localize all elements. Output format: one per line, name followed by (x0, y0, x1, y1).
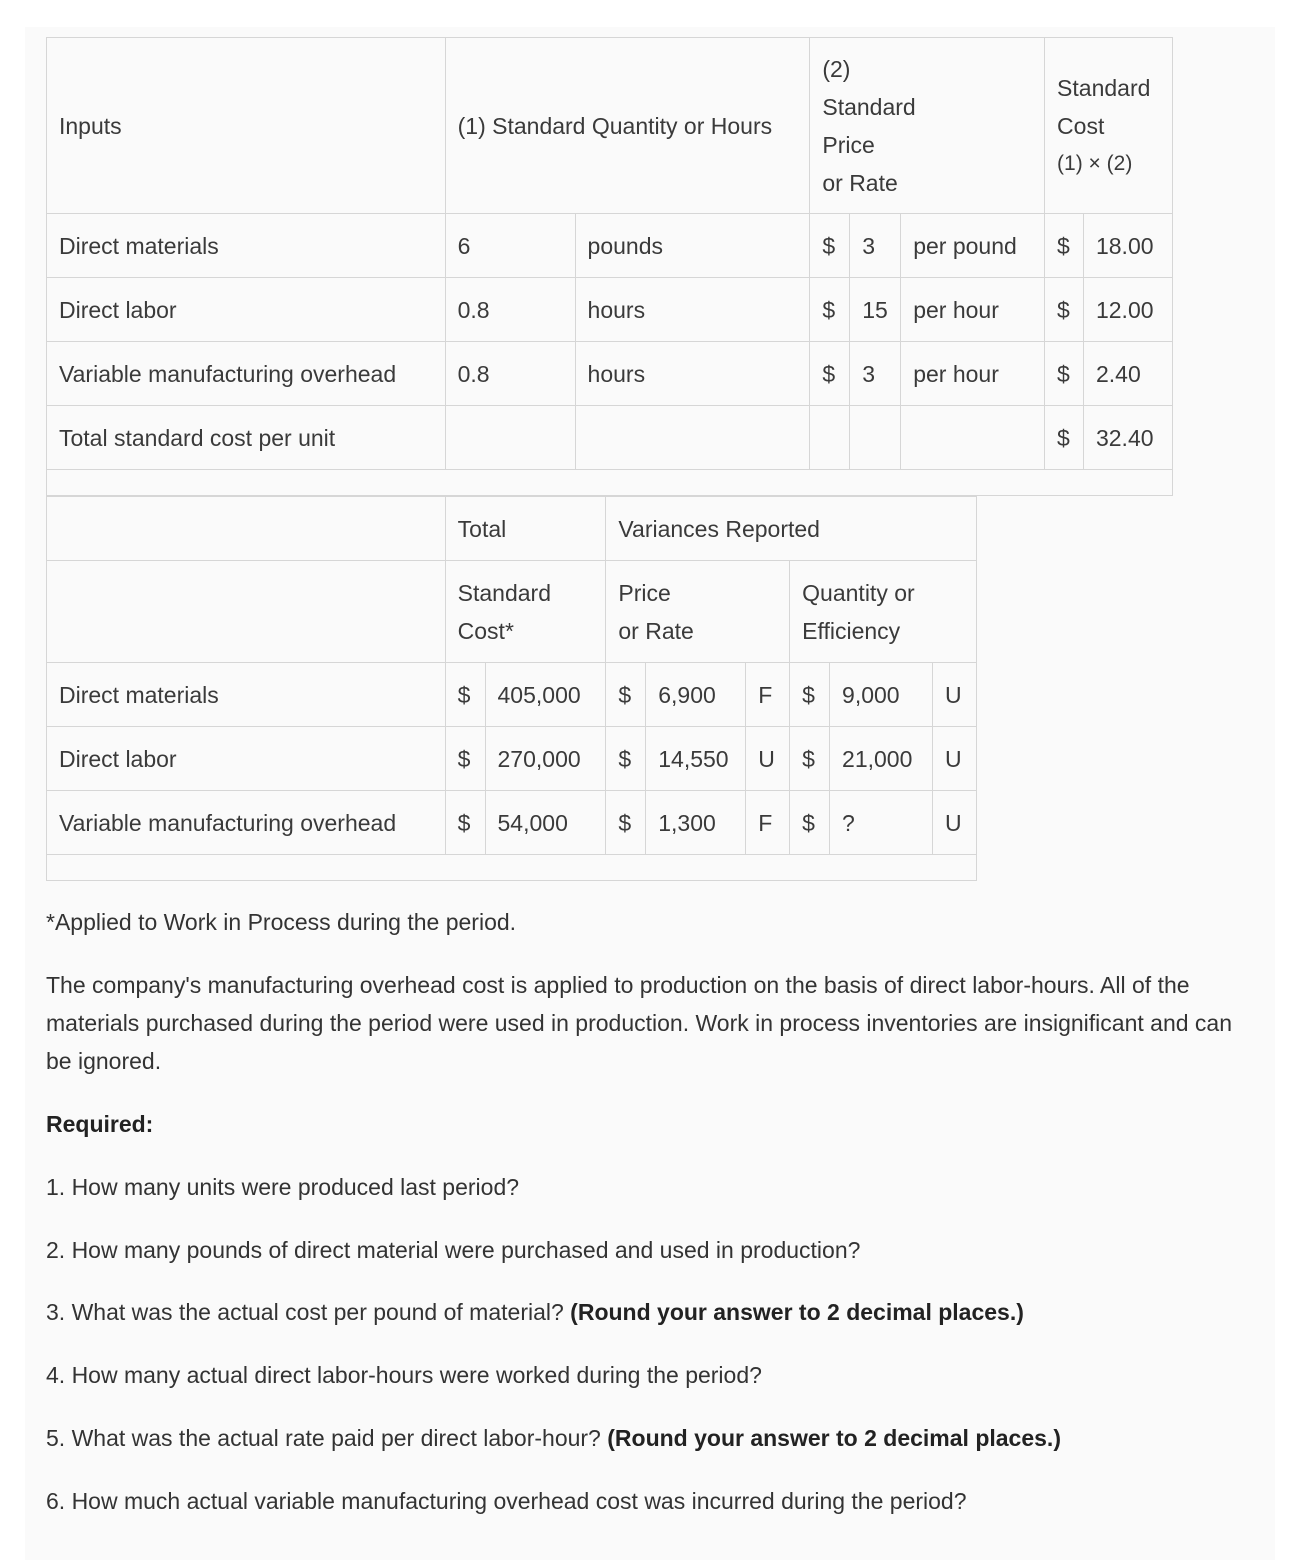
price-variance-cell: 1,300 (646, 791, 746, 855)
currency-cell: $ (790, 791, 830, 855)
document-page (25, 27, 1275, 1560)
row-label: Direct labor (47, 278, 446, 342)
variance-flag: U (932, 791, 976, 855)
currency-cell: $ (606, 791, 646, 855)
currency-cell: $ (790, 663, 830, 727)
footnote: *Applied to Work in Process during the period. (46, 909, 517, 935)
row-label: Direct labor (47, 727, 446, 791)
question-6: 6. How much actual variable manufacturing overhead cost was incurred during the period? (46, 1488, 967, 1514)
per-unit-cell: per hour (901, 342, 1045, 406)
inputs-header: Inputs (47, 38, 446, 214)
table-row (47, 791, 977, 855)
currency-cell: $ (810, 214, 850, 278)
currency-cell: $ (790, 727, 830, 791)
table-row (47, 342, 1173, 406)
currency-cell: $ (445, 791, 485, 855)
quantity-variance-cell: ? (830, 791, 933, 855)
standard-cost-cell: 405,000 (485, 663, 606, 727)
table-row (47, 278, 1173, 342)
variance-flag: F (746, 791, 790, 855)
question-1: 1. How many units were produced last period? (46, 1174, 520, 1200)
table-row (47, 727, 977, 791)
variances-reported-header: Variances Reported (606, 497, 977, 561)
currency-cell: $ (1045, 342, 1084, 406)
cost-cell: 18.00 (1083, 214, 1172, 278)
price-or-rate-header: Price or Rate (606, 561, 790, 663)
standard-cost-header: Standard Cost (1) × (2) (1045, 38, 1173, 214)
row-label: Variable manufacturing overhead (47, 791, 446, 855)
total-label: Total standard cost per unit (47, 406, 446, 470)
spacer-row (47, 470, 1173, 496)
per-unit-cell: per hour (901, 278, 1045, 342)
per-unit-cell: per pound (901, 214, 1045, 278)
price-cell: 3 (850, 342, 901, 406)
variance-flag: F (746, 663, 790, 727)
question-4: 4. How many actual direct labor-hours were worked during the period? (46, 1362, 762, 1388)
cost-cell: 2.40 (1083, 342, 1172, 406)
question-2: 2. How many pounds of direct material were purchased and used in production? (46, 1237, 861, 1263)
table-subheader-row (47, 561, 977, 663)
table-header-row (47, 497, 977, 561)
standard-cost-table (46, 37, 1173, 496)
description-paragraph: The company's manufacturing overhead cost is applied to production on the basis of direct labor-hours. All of the materials purchased during the period were used in production. Work in process inventories are insignificant and can be ignored. (46, 972, 1233, 1074)
standard-price-header: (2) Standard Price or Rate (810, 38, 1045, 214)
variance-flag: U (932, 727, 976, 791)
spacer-row (47, 855, 977, 881)
currency-cell: $ (1045, 214, 1084, 278)
price-variance-cell: 6,900 (646, 663, 746, 727)
question-5: 5. What was the actual rate paid per direct labor-hour? (Round your answer to 2 decimal places.) (46, 1425, 1061, 1451)
currency-cell: $ (1045, 406, 1084, 470)
standard-cost-cell: 270,000 (485, 727, 606, 791)
total-row (47, 406, 1173, 470)
table-row (47, 214, 1173, 278)
unit-cell: hours (575, 278, 810, 342)
standard-quantity-header: (1) Standard Quantity or Hours (445, 38, 810, 214)
row-label: Direct materials (47, 663, 446, 727)
variance-flag: U (932, 663, 976, 727)
row-label: Direct materials (47, 214, 446, 278)
quantity-efficiency-header: Quantity or Efficiency (790, 561, 977, 663)
price-cell: 3 (850, 214, 901, 278)
quantity-cell: 6 (445, 214, 575, 278)
quantity-variance-cell: 9,000 (830, 663, 933, 727)
standard-cost-cell: 54,000 (485, 791, 606, 855)
unit-cell: pounds (575, 214, 810, 278)
currency-cell: $ (810, 278, 850, 342)
currency-cell: $ (606, 663, 646, 727)
currency-cell: $ (606, 727, 646, 791)
currency-cell: $ (1045, 278, 1084, 342)
table-row (47, 663, 977, 727)
standard-cost-header: Standard Cost* (445, 561, 606, 663)
total-header: Total (445, 497, 606, 561)
question-3: 3. What was the actual cost per pound of material? (Round your answer to 2 decimal places.) (46, 1299, 1024, 1325)
variance-flag: U (746, 727, 790, 791)
total-cost-cell: 32.40 (1083, 406, 1172, 470)
price-cell: 15 (850, 278, 901, 342)
row-label: Variable manufacturing overhead (47, 342, 446, 406)
currency-cell: $ (445, 663, 485, 727)
table-header-row (47, 38, 1173, 214)
currency-cell: $ (810, 342, 850, 406)
unit-cell: hours (575, 342, 810, 406)
quantity-variance-cell: 21,000 (830, 727, 933, 791)
required-heading: Required: (46, 1111, 154, 1137)
variances-table (46, 496, 977, 881)
currency-cell: $ (445, 727, 485, 791)
quantity-cell: 0.8 (445, 278, 575, 342)
price-variance-cell: 14,550 (646, 727, 746, 791)
cost-cell: 12.00 (1083, 278, 1172, 342)
quantity-cell: 0.8 (445, 342, 575, 406)
